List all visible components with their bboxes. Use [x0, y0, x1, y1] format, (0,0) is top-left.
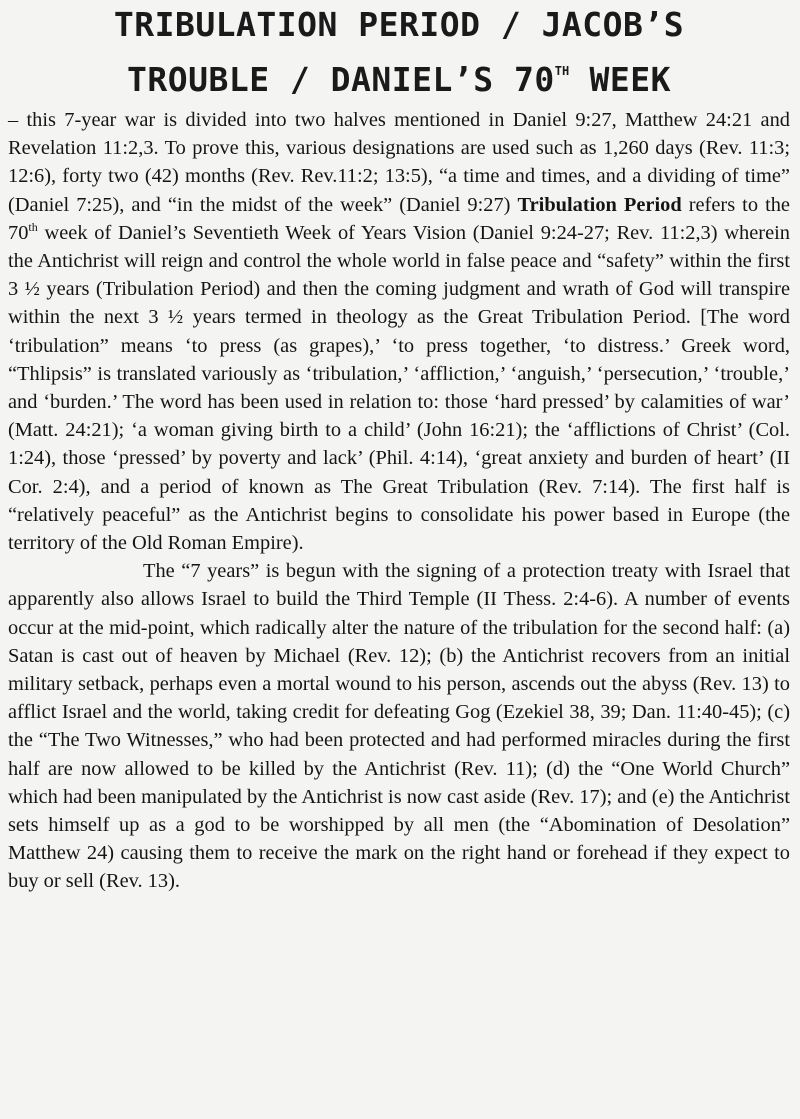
- page-title: [8, 0, 790, 103]
- paragraph-2: The “7 years” is begun with the signing of a protection treaty with Israel that apparently also allows Israel to build the Third Temple (II Thess. 2:4-6). A number of events occur at the mid-point, which radically alter the nature of the tribulation for the second half: (a) Satan is cast out of heaven by Michael (Rev. 12); (b) the Antichrist recovers from an initial military setback, perhaps even a mortal wound to his person, ascends out the abyss (Rev. 13) to afflict Israel and the world, taking credit for defeating Gog (Ezekiel 38, 39; Dan. 11:40-45); (c) the “The Two Witnesses,” who had been protected and had performed miracles during the first half are now allowed to be killed by the Antichrist (Rev. 11); (d) the “One World Church” which had been manipulated by the Antichrist is now cast aside (Rev. 17); and (e) the Antichrist sets himself up as a god to be worshipped by all men (the “Abomination of Desolation” Matthew 24) causing them to receive the mark on the right hand or forehead if they expect to buy or sell (Rev. 13).: [8, 560, 790, 893]
- ordinal-superscript: th: [28, 220, 38, 235]
- title-line-2-end: WEEK: [569, 60, 672, 99]
- paragraph-1-part-3: week of Daniel’s Seventieth Week of Years Vision (Daniel 9:24-27; Rev. 11:2,3) wherein the Antichrist will reign and control the whole world in false peace and “safety” within the first 3 ½ years (Tribulation Period) and then the coming judgment and wrath of God will transpire within the next 3 ½ years termed in theology as the Great Tribulation Period. [The word ‘tribulation” means ‘to press (as grapes),’ ‘to press together, ‘to distress.’ Greek word, “Thlipsis” is translated variously as ‘tribulation,’ ‘affliction,’ ‘anguish,’ ‘persecution,’ ‘trouble,’ and ‘burden.’ The word has been used in relation to: those ‘hard pressed’ by calamities of war’ (Matt. 24:21); ‘a woman giving birth to a child’ (John 16:21); the ‘afflictions of Christ’ (Col. 1:24), those ‘pressed’ by poverty and lack’ (Phil. 4:14), ‘great anxiety and burden of heart’ (II Cor. 2:4), and a period of known as The Great Tribulation (Rev. 7:14). The first half is “relatively peaceful” as the Antichrist begins to consolidate his power based in Europe (the territory of the Old Roman Empire).: [8, 221, 790, 555]
- title-superscript: TH: [554, 64, 570, 78]
- paragraph-1-part-2: refers to the 70: [8, 193, 790, 244]
- tribulation-period-term: Tribulation Period: [517, 193, 682, 216]
- paragraph-1: [8, 106, 790, 557]
- body-text: [8, 106, 790, 896]
- paragraph-1-part-1: – this 7-year war is divided into two halves mentioned in Daniel 9:27, Matthew 24:21 and Revelation 11:2,3. To prove this, various designations are used such as 1,260 days (Rev. 11:3; 12:6), forty two (42) months (Rev. Rev.11:2; 13:5), “a time and times, and a dividing of time” (Daniel 7:25), and “in the midst of the week” (Daniel 9:27): [8, 109, 790, 216]
- title-line-2-start: TROUBLE / DANIEL’S 70: [126, 60, 555, 99]
- title-line-1: TRIBULATION PERIOD / JACOB’S: [113, 5, 685, 44]
